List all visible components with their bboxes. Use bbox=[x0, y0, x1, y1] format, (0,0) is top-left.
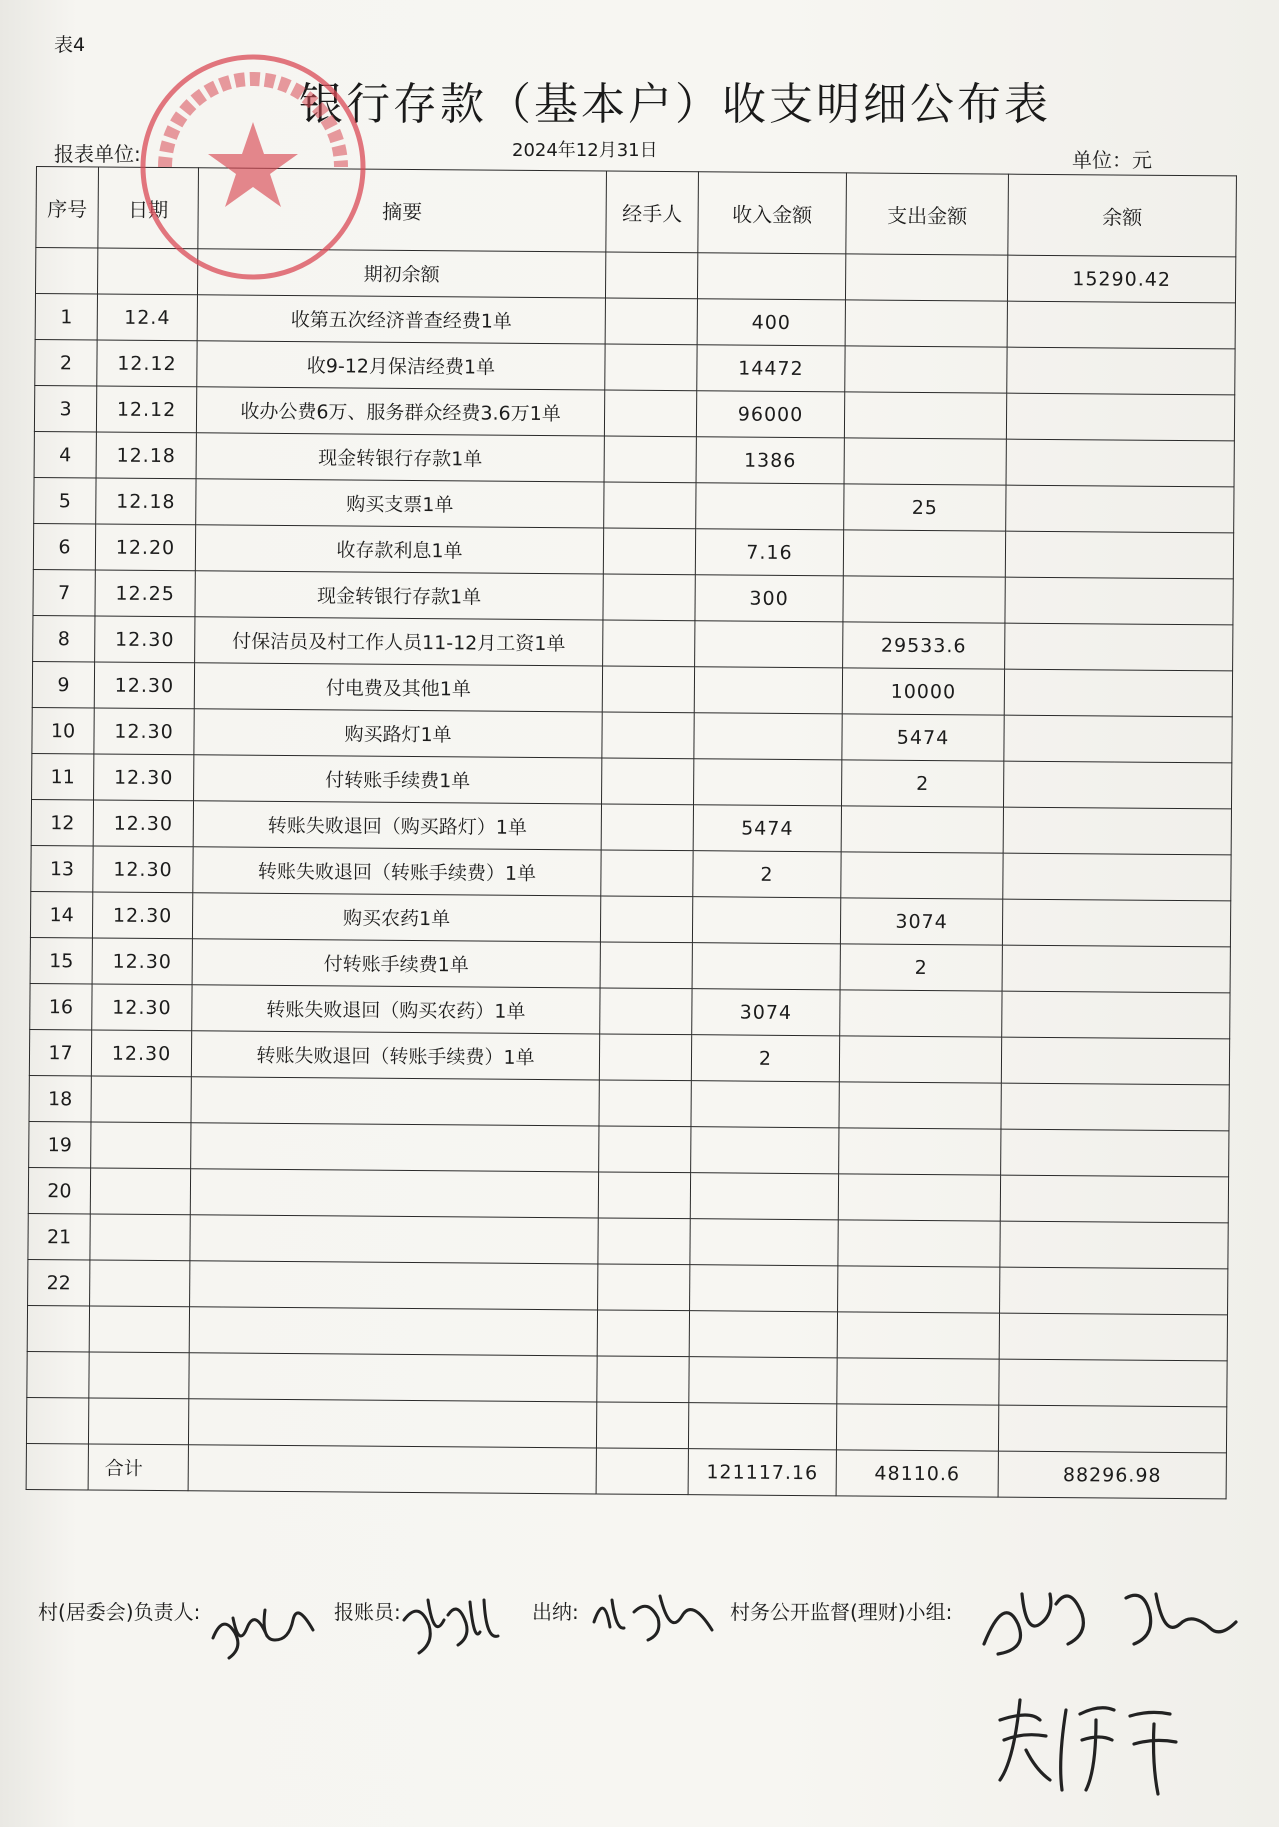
row-balance bbox=[1005, 531, 1233, 579]
row-date bbox=[90, 1260, 190, 1307]
row-date bbox=[89, 1306, 189, 1353]
totals-row bbox=[26, 1443, 1226, 1498]
row-income bbox=[695, 621, 843, 668]
totals-income: 121117.16 bbox=[688, 1449, 836, 1496]
row-expense bbox=[840, 990, 1002, 1037]
currency-unit: 单位：元 bbox=[1072, 148, 1152, 172]
row-expense: 25 bbox=[844, 484, 1006, 531]
col-header-expense: 支出金额 bbox=[846, 173, 1009, 255]
row-balance bbox=[1006, 393, 1234, 441]
row-handler bbox=[597, 1356, 689, 1403]
cashier-label: 出纳: bbox=[532, 1600, 579, 1624]
row-no: 10 bbox=[32, 707, 94, 753]
row-summary: 转账失败退回（转账手续费）1单 bbox=[191, 1031, 599, 1080]
totals-expense: 48110.6 bbox=[836, 1450, 998, 1497]
row-income: 14472 bbox=[697, 345, 845, 392]
row-summary bbox=[191, 1077, 599, 1126]
row-handler bbox=[602, 666, 694, 713]
row-income: 400 bbox=[697, 299, 845, 346]
row-date: 12.30 bbox=[92, 938, 192, 985]
row-balance bbox=[1003, 761, 1231, 809]
row-date: 12.30 bbox=[94, 708, 194, 755]
row-no: 4 bbox=[34, 431, 96, 477]
row-income bbox=[690, 1265, 838, 1312]
row-handler bbox=[600, 942, 692, 989]
row-income bbox=[694, 759, 842, 806]
col-header-summary: 摘要 bbox=[198, 168, 607, 252]
row-balance bbox=[1007, 347, 1235, 395]
ledger-table bbox=[26, 166, 1237, 1499]
row-expense bbox=[844, 438, 1006, 485]
row-handler bbox=[604, 390, 696, 437]
row-handler bbox=[600, 896, 692, 943]
row-income: 300 bbox=[695, 575, 843, 622]
row-no: 20 bbox=[28, 1167, 90, 1213]
row-expense: 3074 bbox=[840, 898, 1002, 945]
row-expense bbox=[844, 392, 1006, 439]
row-no bbox=[26, 1397, 88, 1443]
row-income: 2 bbox=[693, 851, 841, 898]
row-date: 12.25 bbox=[95, 570, 195, 617]
row-summary: 转账失败退回（购买路灯）1单 bbox=[193, 801, 601, 850]
row-expense: 5474 bbox=[842, 714, 1004, 761]
row-balance bbox=[1006, 439, 1234, 487]
row-summary bbox=[188, 1399, 596, 1448]
row-handler bbox=[601, 804, 693, 851]
col-header-date: 日期 bbox=[98, 167, 199, 249]
row-balance bbox=[1004, 715, 1232, 763]
row-expense bbox=[843, 530, 1005, 577]
row-expense bbox=[837, 1312, 999, 1359]
row-expense: 2 bbox=[841, 760, 1003, 807]
row-income bbox=[689, 1357, 837, 1404]
row-date bbox=[91, 1076, 191, 1123]
row-handler bbox=[596, 1402, 688, 1449]
row-no: 21 bbox=[28, 1213, 90, 1259]
row-date bbox=[89, 1352, 189, 1399]
row-no: 12 bbox=[31, 799, 93, 845]
row-handler bbox=[603, 574, 695, 621]
totals-balance: 88296.98 bbox=[998, 1451, 1226, 1499]
row-summary: 购买支票1单 bbox=[196, 479, 604, 528]
row-expense: 2 bbox=[840, 944, 1002, 991]
header-row bbox=[36, 167, 1237, 257]
row-balance bbox=[1005, 623, 1233, 671]
row-expense bbox=[838, 1266, 1000, 1313]
row-summary bbox=[190, 1261, 598, 1310]
row-no: 11 bbox=[32, 753, 94, 799]
row-summary bbox=[190, 1215, 598, 1264]
row-summary bbox=[191, 1123, 599, 1172]
row-balance bbox=[1000, 1267, 1228, 1315]
row-no: 7 bbox=[33, 569, 95, 615]
row-no: 19 bbox=[29, 1121, 91, 1167]
row-handler bbox=[597, 1310, 689, 1357]
row-handler bbox=[598, 1172, 690, 1219]
row-income bbox=[689, 1311, 837, 1358]
row-expense bbox=[841, 806, 1003, 853]
row-date: 12.30 bbox=[93, 800, 193, 847]
col-header-no: 序号 bbox=[36, 167, 99, 248]
row-handler bbox=[601, 850, 693, 897]
row-no: 18 bbox=[29, 1075, 91, 1121]
row-no bbox=[27, 1351, 89, 1397]
row-income: 3074 bbox=[692, 989, 840, 1036]
row-handler bbox=[604, 436, 696, 483]
row-date: 12.20 bbox=[95, 524, 195, 571]
row-income bbox=[690, 1219, 838, 1266]
page-title: 银行存款（基本户）收支明细公布表 bbox=[299, 79, 1051, 130]
row-summary: 付保洁员及村工作人员11-12月工资1单 bbox=[195, 617, 603, 666]
row-income bbox=[692, 943, 840, 990]
row-summary: 转账失败退回（转账手续费）1单 bbox=[193, 847, 601, 896]
row-balance bbox=[1006, 485, 1234, 533]
row-handler bbox=[603, 528, 695, 575]
row-balance bbox=[1005, 577, 1233, 625]
row-summary: 购买路灯1单 bbox=[194, 709, 602, 758]
village-head-label: 村(居委会)负责人: bbox=[38, 1600, 201, 1624]
village-head-signature bbox=[205, 1598, 325, 1668]
row-balance bbox=[1001, 1129, 1229, 1177]
row-income bbox=[688, 1403, 836, 1450]
supervision-signatures-line2 bbox=[990, 1690, 1190, 1800]
row-no bbox=[27, 1305, 89, 1351]
col-header-income: 收入金额 bbox=[698, 172, 847, 254]
row-balance bbox=[1004, 669, 1232, 717]
row-balance bbox=[1003, 853, 1231, 901]
report-unit-label: 报表单位: bbox=[54, 142, 141, 166]
row-date: 12.30 bbox=[92, 892, 192, 939]
col-header-handler: 经手人 bbox=[606, 171, 699, 253]
row-date: 12.30 bbox=[91, 1030, 191, 1077]
row-date: 12.30 bbox=[94, 754, 194, 801]
row-balance bbox=[1002, 899, 1230, 947]
row-balance bbox=[1000, 1175, 1228, 1223]
row-income: 2 bbox=[691, 1035, 839, 1082]
row-summary: 收第五次经济普查经费1单 bbox=[197, 295, 605, 344]
row-income bbox=[694, 667, 842, 714]
row-income bbox=[694, 713, 842, 760]
totals-label: 合计 bbox=[88, 1444, 188, 1491]
row-handler bbox=[602, 758, 694, 805]
row-income bbox=[691, 1127, 839, 1174]
opening-label: 期初余额 bbox=[197, 249, 605, 298]
opening-balance: 15290.42 bbox=[1007, 255, 1235, 303]
row-expense bbox=[841, 852, 1003, 899]
row-summary bbox=[189, 1307, 597, 1356]
row-no: 9 bbox=[32, 661, 94, 707]
row-date bbox=[90, 1168, 190, 1215]
row-no: 5 bbox=[34, 477, 96, 523]
row-summary: 付电费及其他1单 bbox=[194, 663, 602, 712]
row-balance bbox=[1002, 945, 1230, 993]
row-handler bbox=[599, 1080, 691, 1127]
row-balance bbox=[1002, 991, 1230, 1039]
row-date bbox=[91, 1122, 191, 1169]
row-handler bbox=[605, 298, 697, 345]
row-balance bbox=[999, 1359, 1227, 1407]
row-no: 17 bbox=[29, 1029, 91, 1075]
row-summary: 收办公费6万、服务群众经费3.6万1单 bbox=[196, 387, 604, 436]
row-no: 6 bbox=[33, 523, 95, 569]
row-no: 1 bbox=[35, 294, 97, 340]
row-no: 8 bbox=[33, 615, 95, 661]
row-date: 12.12 bbox=[96, 386, 196, 433]
row-handler bbox=[604, 482, 696, 529]
row-summary: 转账失败退回（购买农药）1单 bbox=[192, 985, 600, 1034]
row-no: 13 bbox=[31, 845, 93, 891]
row-income: 1386 bbox=[696, 437, 844, 484]
row-summary bbox=[189, 1353, 597, 1402]
row-date: 12.18 bbox=[96, 432, 196, 479]
row-balance bbox=[999, 1313, 1227, 1361]
row-income bbox=[690, 1173, 838, 1220]
bookkeeper-label: 报账员: bbox=[334, 1600, 401, 1624]
row-handler bbox=[600, 988, 692, 1035]
row-income bbox=[692, 897, 840, 944]
row-summary bbox=[190, 1169, 598, 1218]
row-summary: 收9-12月保洁经费1单 bbox=[197, 341, 605, 390]
col-header-balance: 余额 bbox=[1008, 174, 1237, 257]
row-expense bbox=[838, 1220, 1000, 1267]
row-income bbox=[696, 483, 844, 530]
supervision-signatures-line1 bbox=[976, 1574, 1246, 1664]
row-date: 12.30 bbox=[92, 984, 192, 1031]
row-summary: 付转账手续费1单 bbox=[192, 939, 600, 988]
row-no: 15 bbox=[30, 937, 92, 983]
row-no: 3 bbox=[34, 385, 96, 431]
row-balance bbox=[1001, 1037, 1229, 1085]
row-expense bbox=[845, 346, 1007, 393]
row-date: 12.18 bbox=[96, 478, 196, 525]
row-handler bbox=[599, 1126, 691, 1173]
row-handler bbox=[599, 1034, 691, 1081]
row-no: 16 bbox=[30, 983, 92, 1029]
row-date: 12.30 bbox=[95, 616, 195, 663]
row-summary: 现金转银行存款1单 bbox=[195, 571, 603, 620]
row-balance bbox=[1003, 807, 1231, 855]
row-income: 7.16 bbox=[695, 529, 843, 576]
row-date bbox=[90, 1214, 190, 1261]
report-date: 2024年12月31日 bbox=[512, 140, 658, 161]
row-date: 12.12 bbox=[97, 340, 197, 387]
row-no: 14 bbox=[30, 891, 92, 937]
row-expense: 10000 bbox=[842, 668, 1004, 715]
form-number: 表4 bbox=[54, 34, 86, 56]
row-handler bbox=[598, 1264, 690, 1311]
row-expense bbox=[839, 1036, 1001, 1083]
row-income bbox=[691, 1081, 839, 1128]
row-handler bbox=[603, 620, 695, 667]
row-no: 2 bbox=[35, 339, 97, 385]
row-handler bbox=[602, 712, 694, 759]
row-summary: 购买农药1单 bbox=[192, 893, 600, 942]
row-balance bbox=[1007, 301, 1235, 349]
row-expense bbox=[843, 576, 1005, 623]
bookkeeper-signature bbox=[398, 1590, 508, 1660]
row-no: 22 bbox=[28, 1259, 90, 1305]
row-expense bbox=[839, 1082, 1001, 1129]
row-balance bbox=[1001, 1083, 1229, 1131]
row-summary: 收存款利息1单 bbox=[195, 525, 603, 574]
row-date bbox=[88, 1398, 188, 1445]
supervision-group-label: 村务公开监督(理财)小组: bbox=[730, 1600, 953, 1624]
row-summary: 现金转银行存款1单 bbox=[196, 433, 604, 482]
row-balance bbox=[998, 1405, 1226, 1453]
row-expense: 29533.6 bbox=[843, 622, 1005, 669]
row-expense bbox=[837, 1358, 999, 1405]
row-expense bbox=[839, 1128, 1001, 1175]
row-expense bbox=[845, 300, 1007, 347]
row-date: 12.30 bbox=[93, 846, 193, 893]
row-expense bbox=[838, 1174, 1000, 1221]
row-date: 12.4 bbox=[97, 294, 197, 341]
row-income: 96000 bbox=[696, 391, 844, 438]
cashier-signature bbox=[590, 1582, 720, 1652]
row-summary: 付转账手续费1单 bbox=[194, 755, 602, 804]
row-expense bbox=[836, 1404, 998, 1451]
row-handler bbox=[605, 344, 697, 391]
row-balance bbox=[1000, 1221, 1228, 1269]
row-date: 12.30 bbox=[94, 662, 194, 709]
row-handler bbox=[598, 1218, 690, 1265]
row-income: 5474 bbox=[693, 805, 841, 852]
